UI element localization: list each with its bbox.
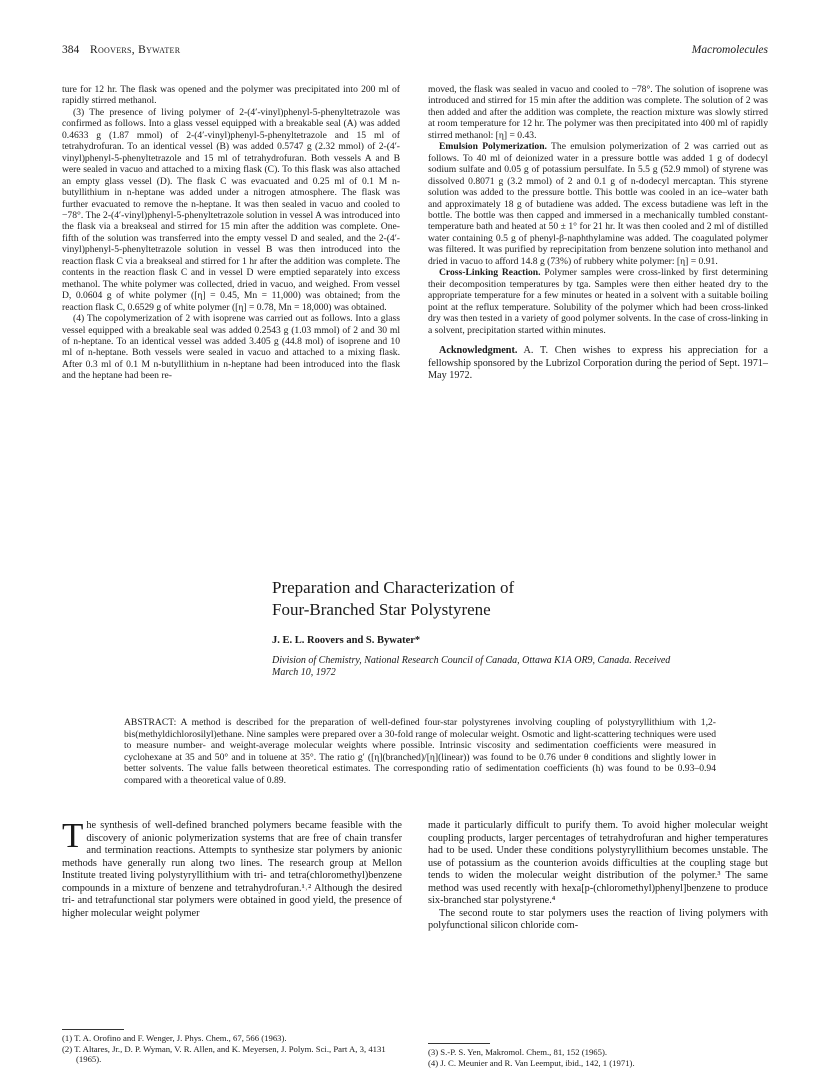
emulsion-text: The emulsion polymerization of 2 was carried out as follows. To 40 ml of deionized water in a pressure bottle was added 1 g of dodecyl sodium sulfate and 0.05 g of potassium persulfate. In 5.5 g (52.9 mmol) of styrene was dissolved 0.8071 g (3.2 mmol) of 2 and 0.1 g of n-dodecyl mercaptan. This styrene solution was added to the pressure bottle. This bottle was cooled in an ice–water bath and approximately 18 g of butadiene was added. The excess butadiene was left in the bottle. The bottle was then capped and immersed in a mechanically tumbled constant-temperature bath and heated at 50 ± 1° for 21 hr. It was then cooled and 2 ml of distilled water containing 0.5 g of phenyl-β-naphthylamine was added. The coagulated polymer was filtered. It was purified by reprecipitation from benzene solution into methanol and dried in vacuo to afford 14.8 g (73%) of rubbery white polymer: [η] = 0.91. xyxy=(428,141,768,267)
paragraph: (3) The presence of living polymer of 2-(4′-vinyl)phenyl-5-phenyltetrazole was confirmed as follows. Into a glass vessel equipped with a breakable seal (A) was added 0.4633 g (1.87 mmol) of 2-(4′-vinyl)phenyl-5-phenyltetrazole and 15 ml of tetrahydrofuran. To an identical vessel (B) was added 0.5747 g (2.32 mmol) of 2-(4′-vinyl)phenyl-5-phenyltetrazole and 15 ml of tetrahydrofuran. Both vessels A and B were sealed in vacuo and attached to a mixing flask (C). To this flask was also attached an empty glass vessel (D). The flask C was evacuated and 0.25 ml of 0.1 M n-butyllithium in n-heptane was added under a nitrogen atmosphere. The flask was further evacuated to remove the n-heptane. It was then sealed in vacuo and cooled to −78°. The 2-(4′-vinyl)phenyl-5-phenyltetrazole solution in vessel A was introduced into the flask via a breakseal and stirred for 15 min after the addition was complete. One-fifth of the solution was transferred into the empty vessel D and sealed, and the 2-(4′-vinyl)phenyl-5-phenyltetrazole solution in vessel B was then introduced into the reaction flask C via a breakseal and stirred for 1 hr after the addition was complete. The contents in the reaction flask C and in vessel D were emptied separately into excess methanol. The white polymer was collected, dried in vacuo, and weighed. From vessel D, 0.0604 g of white polymer ([η] = 0.45, Mn = 11,000) was obtained; from the reaction flask C, 0.6529 g of white polymer ([η] = 0.78, Mn = 18,000) was obtained. xyxy=(62,106,400,313)
drop-cap: T xyxy=(62,816,84,855)
paragraph xyxy=(62,816,402,920)
ack-heading: Acknowledgment. xyxy=(439,344,518,356)
crosslink-text: Polymer samples were cross-linked by first determining their decomposition temperatures by tga. Samples were then either heated dry to the appropriate temperature for a few minutes or heated in a solvent with a suitable boiling point at the reflux temperature. Solubility of the polymer which had been cross-linked dry was then tested in a variety of good polymer solvents. In the case of cross-linking in a solvent, precipitation started within minutes. xyxy=(428,267,768,336)
footnote-rule xyxy=(428,1043,490,1044)
body-right-column xyxy=(428,820,768,933)
top-left-column xyxy=(62,84,400,382)
footnote: (2) T. Altares, Jr., D. P. Wyman, V. R. Allen, and K. Meyersen, J. Polym. Sci., Part A, 3, 4131 (1965). xyxy=(62,1043,386,1064)
footnote: (4) J. C. Meunier and R. Van Leemput, ibid., 142, 1 (1971). xyxy=(428,1057,635,1068)
article-title-line-1: Preparation and Characterization of xyxy=(272,578,515,597)
journal-name: Macromolecules xyxy=(691,44,768,56)
article-authors: J. E. L. Roovers and S. Bywater* xyxy=(272,635,421,646)
paragraph: The second route to star polymers uses the reaction of living polymers with polyfunctional silicon chloride com- xyxy=(428,907,768,931)
intro-text: he synthesis of well-defined branched polymers became feasible with the discovery of anionic polymerization systems that are free of chain transfer and termination reactions. Attempts to synthesize star polymers by anionic methods have generally run along two lines. The research group at Mellon Institute treated living polystyryllithium with tri- and tetra(chloromethyl)benzene compounds in a mixture of benzene and tetrahydrofuran.¹˒² Although the desired tri- and tetrafunctional star polymers were obtained in good yield, the presence of higher molecular weight polymer xyxy=(62,820,402,919)
abstract: ABSTRACT: A method is described for the preparation of well-defined four-star polystyrenes involving coupling of polystyryllithium with 1,2-bis(methyldichlorosilyl)ethane. Nine samples were prepared over a 30-fold range of molecular weight. Osmotic and light-scattering techniques were used to measure number- and weight-average molecular weights where possible. Intrinsic viscosity and sedimentation coefficients were measured in cyclohexane at 35 and 50° and in toluene at 35°. The ratio g′ ([η](branched)/[η](linear)) was found to be 0.76 under θ conditions and slightly lower in better solvents. The value falls between theoretical estimates. The corresponding ratio of sedimentation coefficients (h) was found to be 0.93–0.94 compared with a theoretical value of 0.89. xyxy=(124,717,716,786)
paragraph xyxy=(428,141,768,267)
emulsion-heading: Emulsion Polymerization. xyxy=(439,141,547,153)
running-authors: Roovers, Bywater xyxy=(90,44,181,56)
paragraph xyxy=(428,267,768,336)
page-number: 384 xyxy=(62,44,80,56)
footnotes-left xyxy=(62,1033,402,1065)
ack-text: A. T. Chen wishes to express his appreciation for a fellowship sponsored by the Lubrizol Corporation during the period of Sept. 1971–May 1972. xyxy=(428,344,768,382)
paragraph: made it particularly difficult to purify them. To avoid higher molecular weight coupling products, larger percentages of tetrahydrofuran and higher temperatures had to be used. Under these conditions polystyryllithium becomes unstable. The use of potassium as the counterion avoids difficulties at the coupling stage but tends to widen the molecular weight distribution of the polymer.³ The same method was used recently with hexa[p-(chloromethyl)phenyl]benzene to produce six-branched star polystyrene.⁴ xyxy=(428,820,768,906)
article-title-line-2: Four-Branched Star Polystyrene xyxy=(272,600,491,619)
footnote: (3) S.-P. S. Yen, Makromol. Chem., 81, 152 (1965). xyxy=(428,1047,608,1057)
acknowledgment xyxy=(428,345,768,383)
crosslink-heading: Cross-Linking Reaction. xyxy=(439,267,541,279)
top-right-column xyxy=(428,84,768,383)
page-header xyxy=(62,44,768,60)
article-affiliation: Division of Chemistry, National Research Council of Canada, Ottawa K1A OR9, Canada. Received March 10, 1972 xyxy=(272,655,671,678)
paragraph: (4) The copolymerization of 2 with isoprene was carried out as follows. Into a glass vessel equipped with a breakable seal was added 0.2543 g (1.03 mmol) of 2 and 30 ml of n-heptane. To an identical vessel was added 3.405 g (44.8 mol) of isoprene and 10 ml of n-heptane. Both vessels were sealed in vacuo and attached to a mixing flask. After 0.3 ml of 0.1 M n-butyllithium in n-heptane had been introduced into the flask and the heptane had been re- xyxy=(62,313,400,382)
footnote: (1) T. A. Orofino and F. Wenger, J. Phys. Chem., 67, 566 (1963). xyxy=(62,1033,287,1043)
footnote-rule xyxy=(62,1029,124,1030)
paragraph: ture for 12 hr. The flask was opened and the polymer was precipitated into 200 ml of rapidly stirred methanol. xyxy=(62,84,400,107)
footnotes-right xyxy=(428,1047,768,1068)
body-left-column xyxy=(62,816,402,920)
article-title-block xyxy=(272,577,752,679)
paragraph: moved, the flask was sealed in vacuo and cooled to −78°. The solution of isoprene was introduced and stirred for 15 min after the addition was complete. The solution of 2 was then added and after the addition was complete, the reaction mixture was slowly stirred at room temperature for 12 hr. The polymer was then precipitated into 400 ml of rapidly stirred methanol: [η] = 0.43. xyxy=(428,84,768,141)
